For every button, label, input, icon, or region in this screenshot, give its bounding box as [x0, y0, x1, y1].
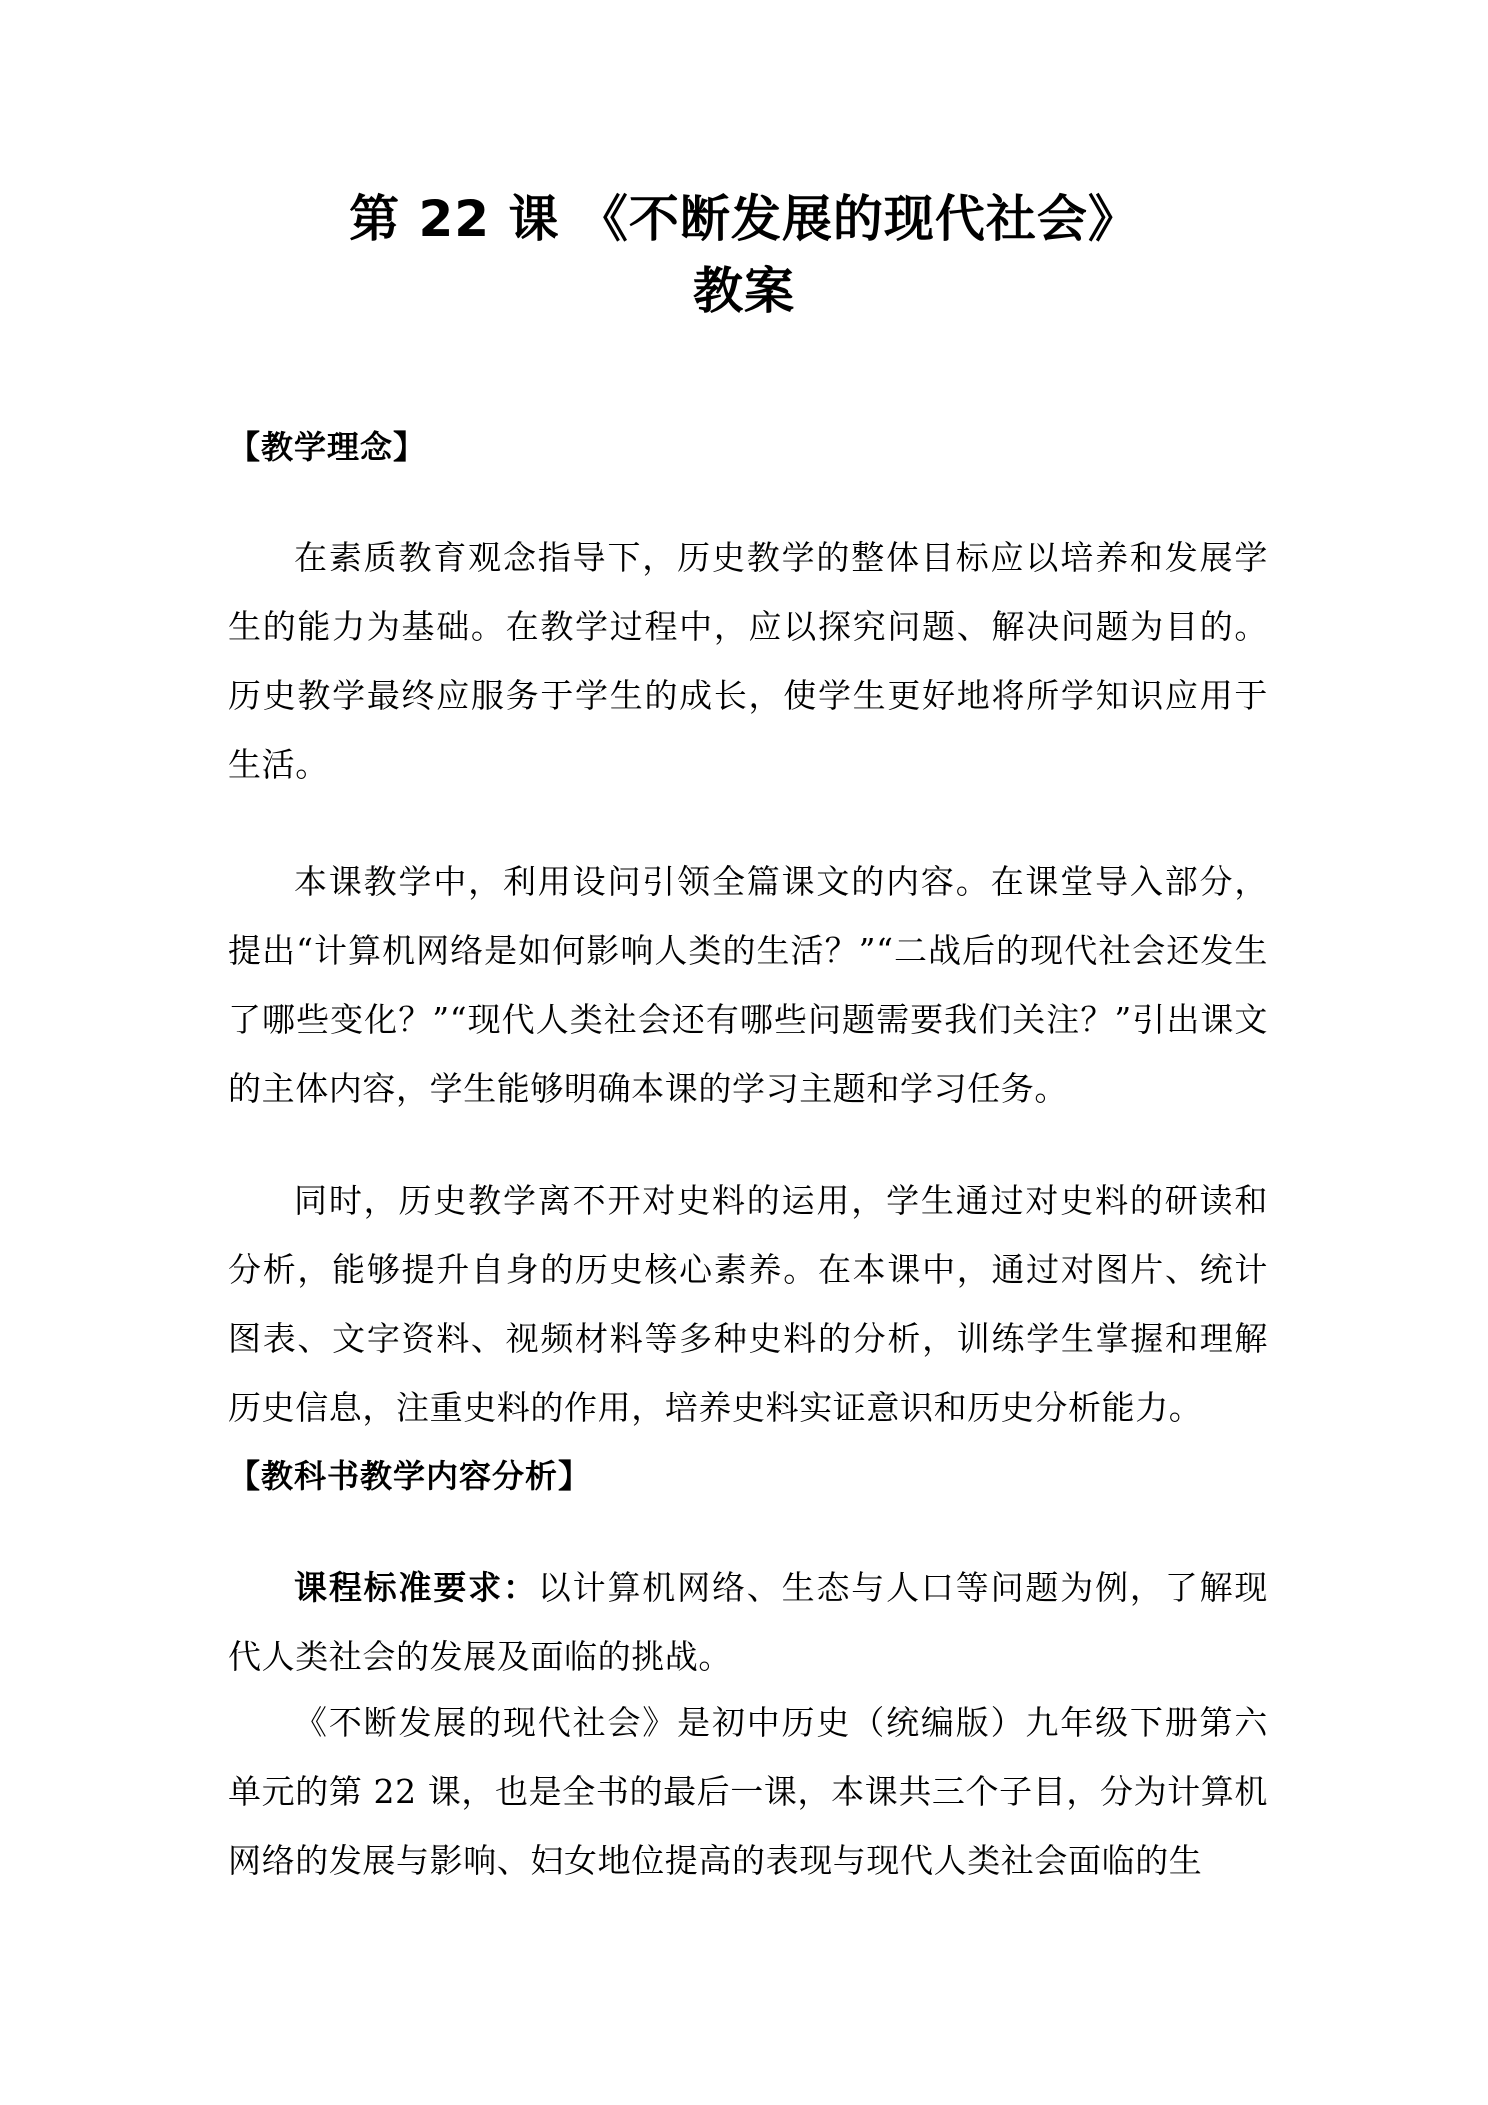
curriculum-standard-paragraph [228, 1553, 1268, 1691]
section-heading-teaching-philosophy: 【教学理念】 [228, 428, 427, 466]
paragraph: 同时，历史教学离不开对史料的运用，学生通过对史料的研读和分析，能够提升自身的历史核心素养。在本课中，通过对图片、统计图表、文字资料、视频材料等多种史料的分析，训练学生掌握和理解历史信息，注重史料的作用，培养史料实证意识和历史分析能力。 [228, 1181, 1268, 1427]
curriculum-standard-label: 课程标准要求： [294, 1568, 538, 1607]
document-title-line2: 教案 [693, 262, 795, 320]
curriculum-standard-text: 以计算机网络、生态与人口等问题为例，了解现代人类社会的发展及面临的挑战。 [228, 1568, 1268, 1676]
paragraph: 在素质教育观念指导下，历史教学的整体目标应以培养和发展学生的能力为基础。在教学过程中，应以探究问题、解决问题为目的。历史教学最终应服务于学生的成长，使学生更好地将所学知识应用于生活。 [228, 538, 1268, 784]
paragraph: 本课教学中，利用设问引领全篇课文的内容。在课堂导入部分，提出“计算机网络是如何影响人类的生活？”“二战后的现代社会还发生了哪些变化？”“现代人类社会还有哪些问题需要我们关注？”引出课文的主体内容，学生能够明确本课的学习主题和学习任务。 [228, 862, 1268, 1108]
document-title-line1: 第 22 课 《不断发展的现代社会》 [349, 190, 1139, 248]
paragraph: 《不断发展的现代社会》是初中历史（统编版）九年级下册第六单元的第 22 课，也是全书的最后一课，本课共三个子目，分为计算机网络的发展与影响、妇女地位提高的表现与现代人类社会面临的生 [228, 1703, 1268, 1880]
section-heading-textbook-analysis: 【教科书教学内容分析】 [228, 1457, 592, 1495]
